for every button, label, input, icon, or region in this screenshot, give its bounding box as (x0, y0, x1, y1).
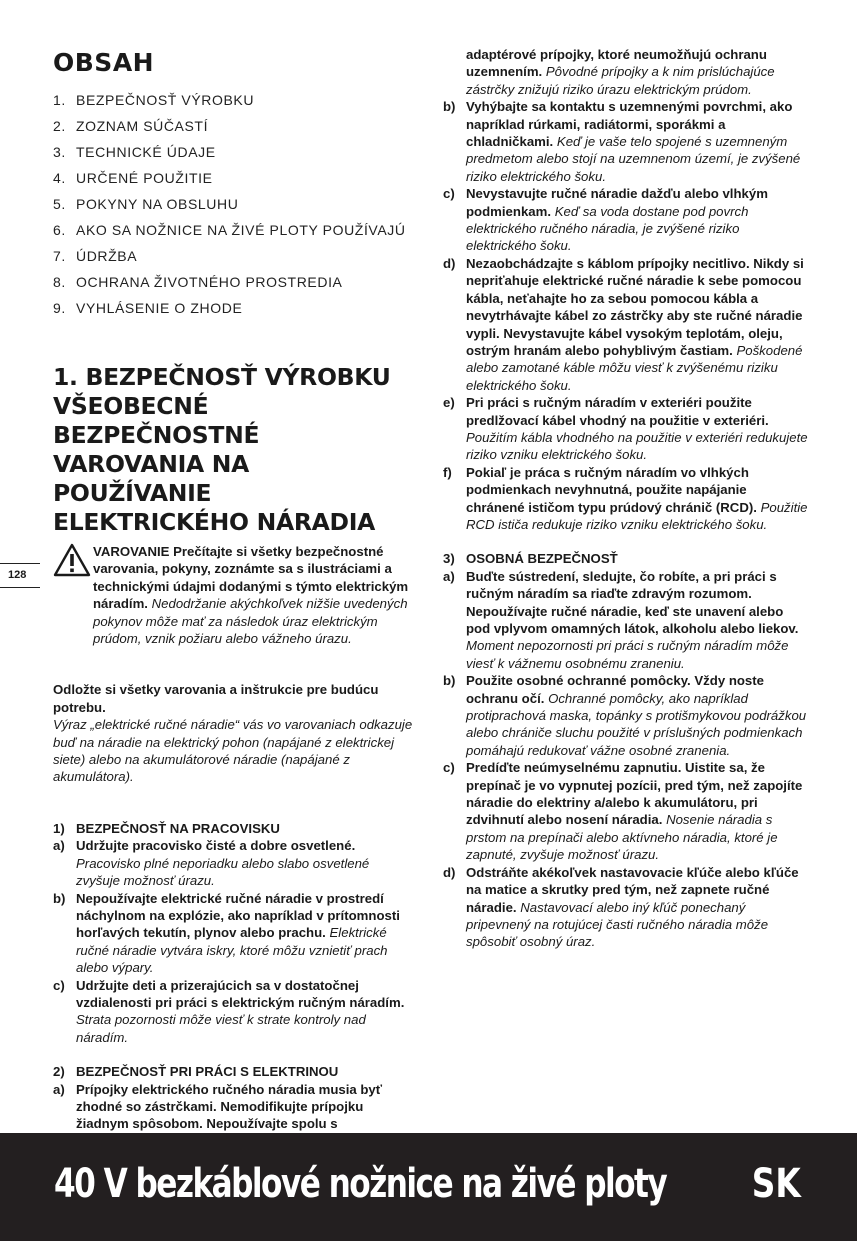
table-of-contents (53, 91, 413, 317)
list-item: c) Udržujte deti a prizerajúcich sa v dostatočnej vzdialenosti pri práci s elektrickým ručným náradím. Strata pozornosti môže viesť k strate kontroly nad náradím. (53, 977, 405, 1045)
subsection-electrical-heading: 2) BEZPEČNOSŤ PRI PRÁCI S ELEKTRINOU (53, 1064, 339, 1080)
list-item: d) Odstráňte akékoľvek nastavovacie kľúče alebo kľúče na matice a skrutky pred tým, než zapnete ručné náradie. Nastavovací alebo iný kľúč ponechaný pripevnený na rotujúcej časti ručného náradia môže spôsobiť osobný úraz. (443, 864, 799, 950)
list-item: a) Prípojky elektrického ručného náradia musia byť zhodné so zástrčkami. Nemodifikujte prípojku žiadnym spôsobom. Nepoužívajte spolu s (53, 1081, 383, 1132)
list-item: a) Buďte sústredení, sledujte, čo robíte, a pri práci s ručným náradím sa riaďte zdravým rozumom. Nepoužívajte ručné náradie, keď ste unavení alebo pod vplyvom omamných látok, alkoholu alebo liekov. Moment nepozornosti pri práci s ručným náradím môže viesť k vážnemu osobnému zraneniu. (443, 568, 799, 671)
keep-instructions: Odložte si všetky varovania a inštrukcie pre budúcu potrebu. Výraz „elektrické ručné náradie“ vás vo varovaniach odkazuje buď na náradie na elektrický pohon (napájané z elektrickej siete) alebo na akumulátorové náradie (napájané z akumulátora). (53, 682, 413, 785)
toc-item[interactable]: 3. TECHNICKÉ ÚDAJE (53, 144, 216, 160)
toc-item[interactable]: 5. POKYNY NA OBSLUHU (53, 196, 239, 212)
subsection-personal-heading: 3) OSOBNÁ BEZPEČNOSŤ (443, 551, 618, 567)
list-item: b) Nepoužívajte elektrické ručné náradie v prostredí náchylnom na explózie, ako napríklad v prítomnosti horľavých tekutín, plynov alebo prachu. Elektrické ručné náradie vytvára iskry, ktoré môžu vznietiť prach alebo výpary. (53, 890, 400, 976)
footer-product-title: 40 V bezkáblové nožnice na živé ploty (54, 1161, 667, 1207)
list-item-continued: adaptérové prípojky, ktoré neumožňujú ochranu uzemnením. Pôvodné prípojky a k nim prislúchajúce zástrčky znižujú riziko úrazu elektrickým prúdom. (466, 47, 775, 97)
list-item: e) Pri práci s ručným náradím v exteriéri použite predlžovací kábel vhodný na použitie v exteriéri. Použitím kábla vhodného na použitie v exteriéri redukujete riziko vzniku elektrického šoku. (443, 395, 808, 463)
right-column (443, 46, 808, 951)
section-title: 1. BEZPEČNOSŤ VÝROBKU VŠEOBECNÉ BEZPEČNOSTNÉ VAROVANIA NA POUŽÍVANIE ELEKTRICKÉHO NÁRADIA (53, 363, 391, 536)
toc-item[interactable]: 6. AKO SA NOŽNICE NA ŽIVÉ PLOTY POUŽÍVAJÚ (53, 222, 406, 238)
list-item: c) Nevystavujte ručné náradie dažďu alebo vlhkým podmienkam. Keď sa voda dostane pod povrch elektrického ručného náradia, je zvýšené riziko elektrického šoku. (443, 186, 768, 254)
list-item: b) Vyhýbajte sa kontaktu s uzemnenými povrchmi, ako napríklad rúrkami, radiátormi, sporákmi a chladničkami. Keď je vaše telo spojené s uzemneným predmetom alebo stojí na uzemnenom území, je zvýšené riziko elektrického šoku. (443, 99, 801, 184)
toc-item[interactable]: 8. OCHRANA ŽIVOTNÉHO PROSTREDIA (53, 274, 343, 290)
subsection-work-area-heading: 1) BEZPEČNOSŤ NA PRACOVISKU (53, 820, 280, 836)
footer-language-code: SK (751, 1161, 801, 1207)
warning-italic-text: Nedodržanie akýchkoľvek nižšie uvedených pokynov môže mať za následok úraz elektrickým prúdom, vznik požiaru alebo vážneho úrazu. (93, 596, 408, 647)
footer-banner (0, 1133, 857, 1241)
toc-item[interactable]: 4. URČENÉ POUŽITIE (53, 170, 213, 186)
list-item: c) Predíďte neúmyselnému zapnutiu. Uistite sa, že prepínač je vo vypnutej pozícii, pred tým, než zapojíte náradie do elektriny a/alebo k akumulátoru, pri zdvihnutí alebo nosení náradia. Nosenie náradia s prstom na prepínači alebo aktívneho náradia, ktoré je zapnuté, zvyšuje možnosť úrazu. (443, 760, 803, 863)
toc-item[interactable]: 1. BEZPEČNOSŤ VÝROBKU (53, 92, 255, 108)
list-item: d) Nezaobchádzajte s káblom prípojky necitlivo. Nikdy si nepriťahuje elektrické ručné náradie k sebe pomocou kábla, neťahajte ho za sebou pomocou kábla a nevytrhávajte kábel zo zástrčky aby ste ručné náradie vypli. Nevystavujte kábel vysokým teplotám, oleju, ostrým hranám alebo pohyblivým častiam. Poškodené alebo zamotané káble môžu viesť k zvýšenému riziku elektrického šoku. (443, 255, 804, 393)
warning-block (53, 543, 413, 647)
toc-title: OBSAH (53, 48, 155, 77)
list-item: a) Udržujte pracovisko čisté a dobre osvetlené. Pracovisko plné neporiadku alebo slabo osvetlené zvyšuje možnosť úrazu. (53, 838, 370, 889)
left-column (53, 46, 413, 1150)
toc-item[interactable]: 9. VYHLÁSENIE O ZHODE (53, 300, 243, 316)
toc-item[interactable]: 7. ÚDRŽBA (53, 248, 138, 264)
warning-bold-text: VAROVANIE Prečítajte si všetky bezpečnostné varovania, pokyny, zoznámte sa s ilustráciami a technickými údajmi dodanými s týmto elektrickým náradím. (93, 544, 409, 612)
warning-triangle-icon (53, 543, 91, 577)
list-item: b) Použite osobné ochranné pomôcky. Vždy noste ochranu očí. Ochranné pomôcky, ako napríklad protiprachová maska, topánky s protišmykovou podrážkou alebo chrániče sluchu použité v príslušných podmienkach pomáhajú redukovať vážne osobné zranenia. (443, 673, 807, 758)
page-number: 128 (0, 563, 40, 588)
toc-item[interactable]: 2. ZOZNAM SÚČASTÍ (53, 118, 209, 134)
list-item: f) Pokiaľ je práca s ručným náradím vo vlhkých podmienkach nevyhnutná, použite napájanie chránené ističom typu prúdový chránič (RCD). Použitie RCD ističa redukuje riziko vzniku elektrického šoku. (443, 464, 808, 532)
